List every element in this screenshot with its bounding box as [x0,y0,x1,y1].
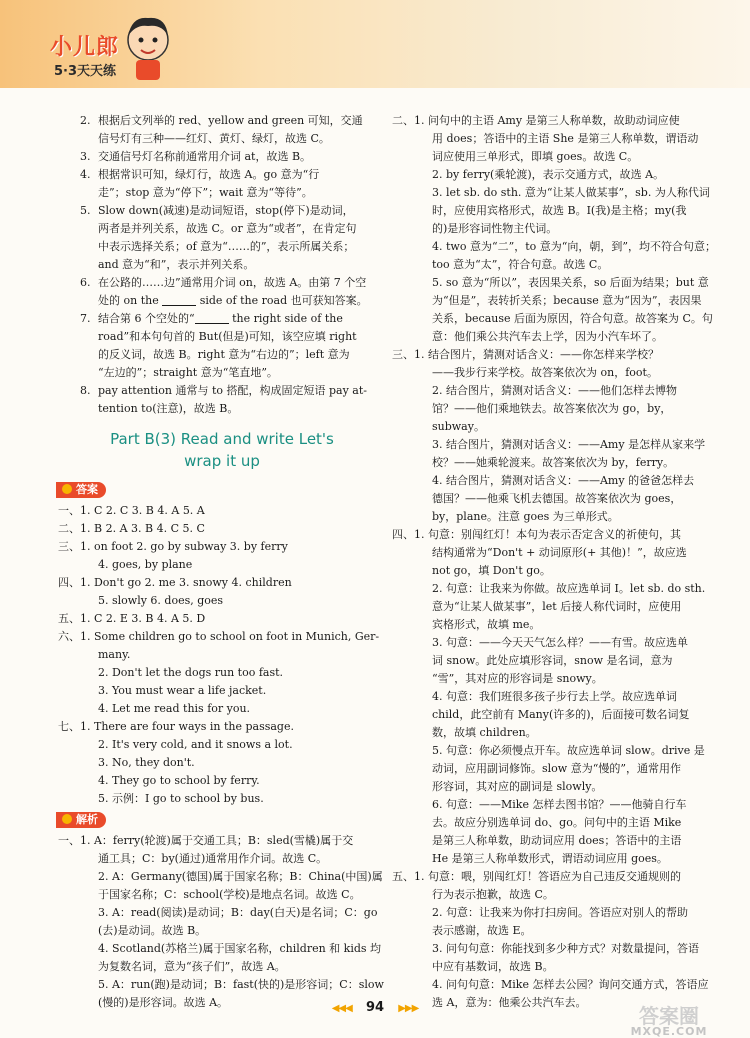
analysis-line: 三、1. 结合图片，猜测对话含义：——你怎样来学校？ [392,348,659,361]
answers-block [58,502,386,808]
analysis-line: 3. 问句句意：你能找到多少种方式？对数量提问，答语 [432,942,699,955]
explanation-item: 2. 根据后文列举的 red、yellow and green 可知，交通 信号灯有三种——红灯、黄灯、绿灯，故选 C。 [80,114,363,145]
analysis-line: 4. two 意为“二”，to 意为“向，朝，到”，均不符合句意； [432,240,716,253]
section-title: Part B(3) Read and write Let's wrap it up [110,430,334,470]
page-number: 94 [365,1000,385,1015]
analysis-line: (慢的)是形容词。故选 A。 [98,996,229,1009]
answer-line: 三、1. on foot 2. go by subway 3. by ferry [58,540,288,553]
explanation-item: 6. 在公路的……边”通常用介词 on，故选 A。由第 7 个空 处的 on the side of the road 也可获知答案。 [80,276,368,307]
analysis-line: 为“但是”，表转折关系；because 意为“因为”，表因果 [432,294,702,307]
analysis-line: 为复数名词，意为“孩子们”，故选 A。 [98,960,286,973]
answers-tag: 答案 [56,482,106,498]
analysis-line: 4. 结合图片，猜测对话含义：——Amy 的爸爸怎样去 [432,474,695,487]
answer-line: 四、1. Don't go 2. me 3. snowy 4. children [58,576,292,589]
analysis-line: 二、1. 问句中的主语 Amy 是第三人称单数，故助动词应使 [392,114,680,127]
analysis-line: 词 snow。此处应填形容词，snow 是名词，意为 [432,654,673,667]
analysis-line: “雪”，其对应的形容词是 snowy。 [432,672,603,685]
answer-line: 七、1. There are four ways in the passage. [58,720,294,733]
analysis-line: 5. 句意：你必须慢点开车。故应选单词 slow。drive 是 [432,744,705,757]
analysis-line: 馆？——他们乘地铁去。故答案依次为 go，by， [432,402,672,415]
analysis-line: ——我步行来学校。故答案依次为 on，foot。 [432,366,658,379]
blank-line [195,311,229,324]
analysis-line: 形容词，其对应的副词是 slowly。 [432,780,603,793]
analysis-block [58,832,386,1012]
analysis-line: 动词，应用副词修饰。slow 意为“慢的”，通常用作 [432,762,681,775]
analysis-line: 选 A，意为：他乘公共汽车去。 [432,996,587,1009]
analysis-line: 德国？——他乘飞机去德国。故答案依次为 goes， [432,492,682,505]
analysis-line: 意为“让某人做某事”，let 后接人称代词时，应使用 [432,600,682,613]
answer-line: 3. No, they don't. [98,756,195,769]
prev-arrows-icon: ◀◀◀ [331,1003,352,1014]
analysis-line: 2. A：Germany(德国)属于国家名称；B：China(中国)属 [98,870,383,883]
analysis-line: 2. 结合图片，猜测对话含义：——他们怎样去博物 [432,384,677,397]
analysis-line: 3. 结合图片，猜测对话含义：——Amy 是怎样从家来学 [432,438,706,451]
analysis-line: 通工具；C：by(通过)通常用作介词。故选 C。 [98,852,328,865]
logo-subtitle: 5·3天天练 [54,64,117,79]
analysis-line: 结构通常为“Don't + 动词原形(+ 其他)！”，故应选 [432,546,687,559]
mascot-icon [118,10,178,82]
analysis-line: 于国家名称；C：school(学校)是地点名词。故选 C。 [98,888,361,901]
left-column [58,112,386,1012]
analysis-line: (去)是动词。故选 B。 [98,924,207,937]
analysis-line: 5. so 意为“所以”，表因果关系，so 后面为结果；but 意 [432,276,709,289]
analysis-line: 四、1. 句意：别闯红灯！本句为表示否定含义的祈使句，其 [392,528,681,541]
explanation-item: 5. Slow down(减速)是动词短语，stop(停下)是动词， 两者是并列关系，故选 C。or 意为“或者”，在肯定句 中表示选择关系；of 意为“……的”，表示所属关系； and 意为“和”，表示并列关系。 [80,204,357,271]
answer-line: 5. 示例：I go to school by bus. [98,792,264,805]
answer-line: 一、1. C 2. C 3. B 4. A 5. A [58,504,205,517]
analysis-line: 2. 句意：让我来为你打扫房间。答语应对别人的帮助 [432,906,688,919]
answer-line: 5. slowly 6. does, goes [98,594,224,607]
answer-line: many. [98,648,131,661]
answer-line: 五、1. C 2. E 3. B 4. A 5. D [58,612,206,625]
analysis-line: 5. A：run(跑)是动词；B：fast(快的)是形容词；C：slow [98,978,384,991]
analysis-line: 3. 句意：——今天天气怎么样？——有雪。故应选单 [432,636,688,649]
answer-line: 六、1. Some children go to school on foot in Munich, Ger- [58,630,380,643]
blank-line [162,293,196,306]
analysis-line: 行为表示抱歉，故选 C。 [432,888,554,901]
answer-line: 2. Don't let the dogs run too fast. [98,666,284,679]
answer-line: 4. goes, by plane [98,558,193,571]
answer-line: 4. They go to school by ferry. [98,774,260,787]
analysis-line: 是第三人称单数，助动词应用 does；答语中的主语 [432,834,682,847]
analysis-line: child，此空前有 Many(许多的)，后面接可数名词复 [432,708,690,721]
analysis-line: 4. 问句句意：Mike 怎样去公园？询问交通方式，答语应 [432,978,709,991]
analysis-line: 2. 句意：让我来为你做。故应选单词 I。let sb. do sth. [432,582,706,595]
explanation-item: 4. 根据常识可知，绿灯行，故选 A。go 意为“行 走”；stop 意为“停下”；wait 意为“等待”。 [80,168,320,199]
analysis-line: 用 does；答语中的主语 She 是第三人称单数，谓语动 [432,132,699,145]
answer-line: 3. You must wear a life jacket. [98,684,267,697]
explanation-item: 8. pay attention 通常与 to 搭配，构成固定短语 pay at- tention to(注意)，故选 B。 [80,384,367,415]
analysis-line: 6. 句意：——Mike 怎样去图书馆？——他骑自行车 [432,798,687,811]
analysis-line: 时，应使用宾格形式，故选 B。I(我)是主格；my(我 [432,204,687,217]
analysis-line: 数，故填 children。 [432,726,537,739]
analysis-tag: 解析 [56,812,106,828]
analysis-line: 去。故应分别选单词 do、go。问句中的主语 Mike [432,816,682,829]
next-arrows-icon: ▶▶▶ [398,1003,419,1014]
right-column [392,112,722,1012]
analysis-line: 宾格形式，故填 me。 [432,618,541,631]
analysis-line: 一、1. A：ferry(轮渡)属于交通工具；B：sled(雪橇)属于交 [58,834,354,847]
answer-line: 二、1. B 2. A 3. B 4. C 5. C [58,522,205,535]
analysis-line: 3. let sb. do sth. 意为“让某人做某事”，sb. 为人称代词 [432,186,710,199]
analysis-line: 2. by ferry(乘轮渡)，表示交通方式，故选 A。 [432,168,665,181]
analysis-line: 五、1. 句意：喂，别闯红灯！答语应为自己违反交通规则的 [392,870,681,883]
analysis-line: not go，填 Don't go。 [432,564,551,577]
analysis-line: 中应有基数词，故选 B。 [432,960,554,973]
analysis-line: 关系，because 后面为原因，符合句意。故答案为 C。句 [432,312,713,325]
analysis-line: too 意为“太”，符合句意。故选 C。 [432,258,609,271]
watermark-logo: 答案圈 MXQE.COM [630,1004,708,1038]
analysis-line: He 是第三人称单数形式，谓语动词应用 goes。 [432,852,668,865]
analysis-line: 意：他们乘公共汽车去上学，因为小汽车坏了。 [432,330,663,343]
logo-title: 小儿郎 [50,35,120,60]
analysis-line: 4. Scotland(苏格兰)属于国家名称，children 和 kids 均 [98,942,382,955]
analysis-line: 词应使用三单形式，即填 goes。故选 C。 [432,150,639,163]
analysis-line: by，plane。注意 goes 为三单形式。 [432,510,619,523]
header-banner [0,0,750,88]
answer-line: 4. Let me read this for you. [98,702,251,715]
answer-line: 2. It's very cold, and it snows a lot. [98,738,293,751]
explanation-item: 3. 交通信号灯名称前通常用介词 at，故选 B。 [80,150,312,163]
analysis-line: 4. 句意：我们班很多孩子步行去上学。故应选单词 [432,690,677,703]
analysis-line: 校？——她乘轮渡来。故答案依次为 by，ferry。 [432,456,675,469]
analysis-line: 表示感谢，故选 E。 [432,924,532,937]
analysis-line: 的)是形容词性物主代词。 [432,222,558,235]
analysis-line: subway。 [432,420,485,433]
explanation-item: 7. 结合第 6 个空处的“ the right side of the road”和本句句首的 But(但是)可知，该空应填 right 的反义词，故选 B。right 意为“右边的”；left 意为 “左边的”；straight 意为“笔直地”。 [80,312,357,379]
analysis-line: 3. A：read(阅读)是动词；B：day(白天)是名词；C：go [98,906,378,919]
